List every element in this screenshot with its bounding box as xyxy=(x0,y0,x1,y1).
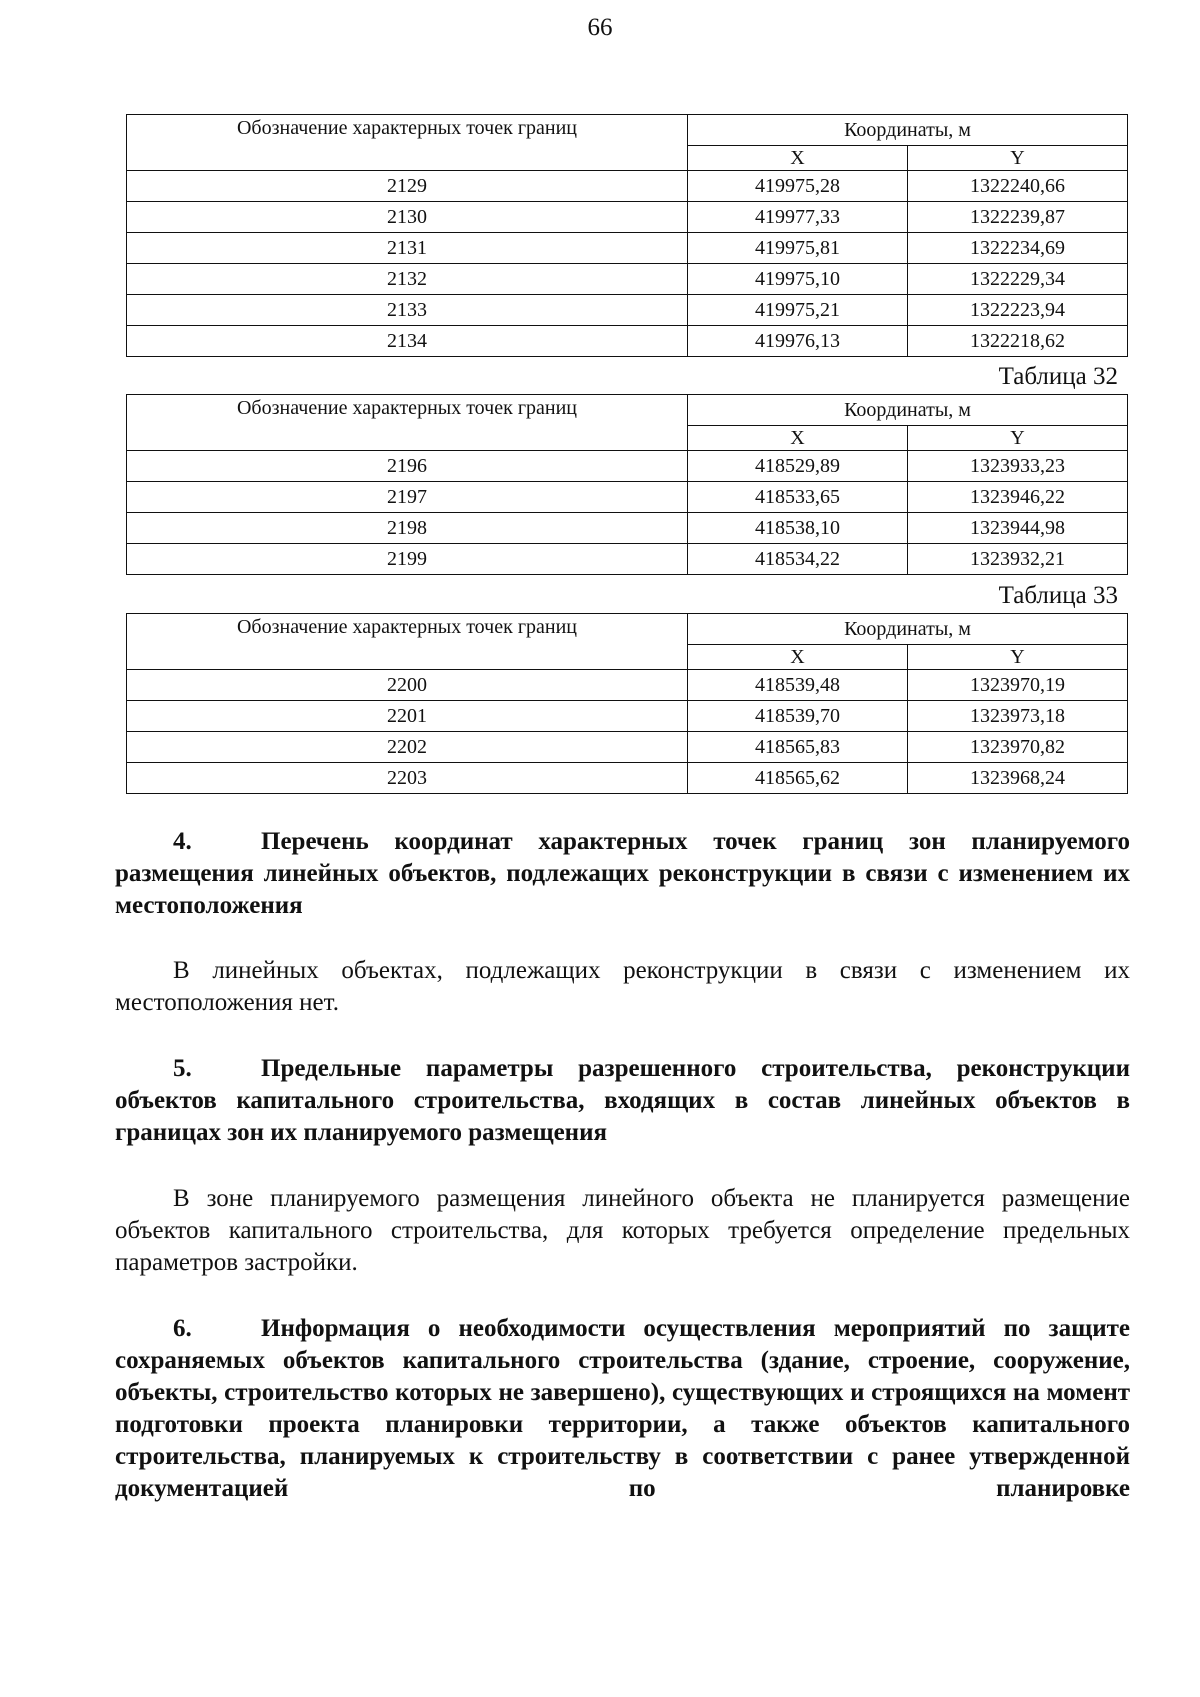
section-6-heading xyxy=(115,1313,1130,1505)
point-column-header: Обозначение характерных точек границ xyxy=(127,115,688,171)
section-4-text: В линейных объектах, подлежащих реконструкции в связи с изменением их местоположения нет. xyxy=(115,957,1130,1016)
coordinates-column-header: Координаты, м xyxy=(688,115,1128,146)
point-cell: 2133 xyxy=(127,295,688,326)
point-cell: 2201 xyxy=(127,701,688,732)
table-row xyxy=(127,171,1128,202)
y-column-header: Y xyxy=(908,426,1128,451)
x-cell: 419975,81 xyxy=(688,233,908,264)
x-cell: 419976,13 xyxy=(688,326,908,357)
x-column-header: X xyxy=(688,146,908,171)
x-cell: 418533,65 xyxy=(688,482,908,513)
section-5-heading xyxy=(115,1053,1130,1149)
y-cell: 1322218,62 xyxy=(908,326,1128,357)
table-header-row xyxy=(127,395,1128,426)
x-cell: 418565,83 xyxy=(688,732,908,763)
x-cell: 418538,10 xyxy=(688,513,908,544)
x-cell: 419975,28 xyxy=(688,171,908,202)
table-header-row xyxy=(127,614,1128,645)
y-cell: 1323932,21 xyxy=(908,544,1128,575)
point-cell: 2129 xyxy=(127,171,688,202)
point-cell: 2200 xyxy=(127,670,688,701)
point-column-header: Обозначение характерных точек границ xyxy=(127,395,688,451)
y-column-header: Y xyxy=(908,645,1128,670)
section-4-heading xyxy=(115,826,1130,922)
point-cell: 2131 xyxy=(127,233,688,264)
y-cell: 1323970,19 xyxy=(908,670,1128,701)
x-cell: 418534,22 xyxy=(688,544,908,575)
point-cell: 2199 xyxy=(127,544,688,575)
y-cell: 1323973,18 xyxy=(908,701,1128,732)
point-cell: 2197 xyxy=(127,482,688,513)
section-6-title: Информация о необходимости осуществления мероприятий по защите сохраняемых объектов капитального строительства (здание, строение, сооружение, объекты, строительство которых не завершено), существующих и строящихся на момент подготовки проекта планировки территории, а также объектов капитального строительства, планируемых к строительству в соответствии с ранее утвержденной документацией по планировке xyxy=(115,1315,1130,1502)
x-cell: 418529,89 xyxy=(688,451,908,482)
table-row xyxy=(127,513,1128,544)
y-cell: 1323968,24 xyxy=(908,763,1128,794)
section-4-title: Перечень координат характерных точек границ зон планируемого размещения линейных объектов, подлежащих реконструкции в связи с изменением их местоположения xyxy=(115,828,1130,919)
x-cell: 418565,62 xyxy=(688,763,908,794)
table-row xyxy=(127,701,1128,732)
y-column-header: Y xyxy=(908,146,1128,171)
y-cell: 1323970,82 xyxy=(908,732,1128,763)
x-column-header: X xyxy=(688,645,908,670)
table-row xyxy=(127,202,1128,233)
point-cell: 2203 xyxy=(127,763,688,794)
y-cell: 1323944,98 xyxy=(908,513,1128,544)
table-33-caption: Таблица 33 xyxy=(998,582,1118,609)
table-row xyxy=(127,233,1128,264)
coordinates-column-header: Координаты, м xyxy=(688,395,1128,426)
section-4-number: 4. xyxy=(173,828,192,855)
section-6-number: 6. xyxy=(173,1315,192,1342)
table-row xyxy=(127,670,1128,701)
y-cell: 1322234,69 xyxy=(908,233,1128,264)
x-cell: 418539,48 xyxy=(688,670,908,701)
y-cell: 1322240,66 xyxy=(908,171,1128,202)
table-row xyxy=(127,295,1128,326)
section-5-text: В зоне планируемого размещения линейного объекта не планируется размещение объектов капитального строительства, для которых требуется определение предельных параметров застройки. xyxy=(115,1185,1130,1276)
y-cell: 1322223,94 xyxy=(908,295,1128,326)
table-row xyxy=(127,264,1128,295)
coordinates-table-32 xyxy=(126,394,1128,575)
point-cell: 2196 xyxy=(127,451,688,482)
table-row xyxy=(127,482,1128,513)
table-row xyxy=(127,451,1128,482)
x-cell: 419975,10 xyxy=(688,264,908,295)
table-row xyxy=(127,763,1128,794)
x-column-header: X xyxy=(688,426,908,451)
x-cell: 418539,70 xyxy=(688,701,908,732)
point-cell: 2130 xyxy=(127,202,688,233)
coordinates-table-continued xyxy=(126,114,1128,357)
table-32-caption: Таблица 32 xyxy=(998,363,1118,390)
coordinates-table-33 xyxy=(126,613,1128,794)
point-cell: 2132 xyxy=(127,264,688,295)
point-column-header: Обозначение характерных точек границ xyxy=(127,614,688,670)
table-row xyxy=(127,544,1128,575)
table-row xyxy=(127,326,1128,357)
point-cell: 2202 xyxy=(127,732,688,763)
table-row xyxy=(127,732,1128,763)
y-cell: 1322229,34 xyxy=(908,264,1128,295)
y-cell: 1323946,22 xyxy=(908,482,1128,513)
section-5-title: Предельные параметры разрешенного строительства, реконструкции объектов капитального строительства, входящих в состав линейных объектов в границах зон их планируемого размещения xyxy=(115,1055,1130,1146)
x-cell: 419977,33 xyxy=(688,202,908,233)
y-cell: 1322239,87 xyxy=(908,202,1128,233)
section-5-number: 5. xyxy=(173,1055,192,1082)
point-cell: 2198 xyxy=(127,513,688,544)
coordinates-column-header: Координаты, м xyxy=(688,614,1128,645)
y-cell: 1323933,23 xyxy=(908,451,1128,482)
page-number: 66 xyxy=(587,14,613,41)
point-cell: 2134 xyxy=(127,326,688,357)
table-header-row xyxy=(127,115,1128,146)
x-cell: 419975,21 xyxy=(688,295,908,326)
